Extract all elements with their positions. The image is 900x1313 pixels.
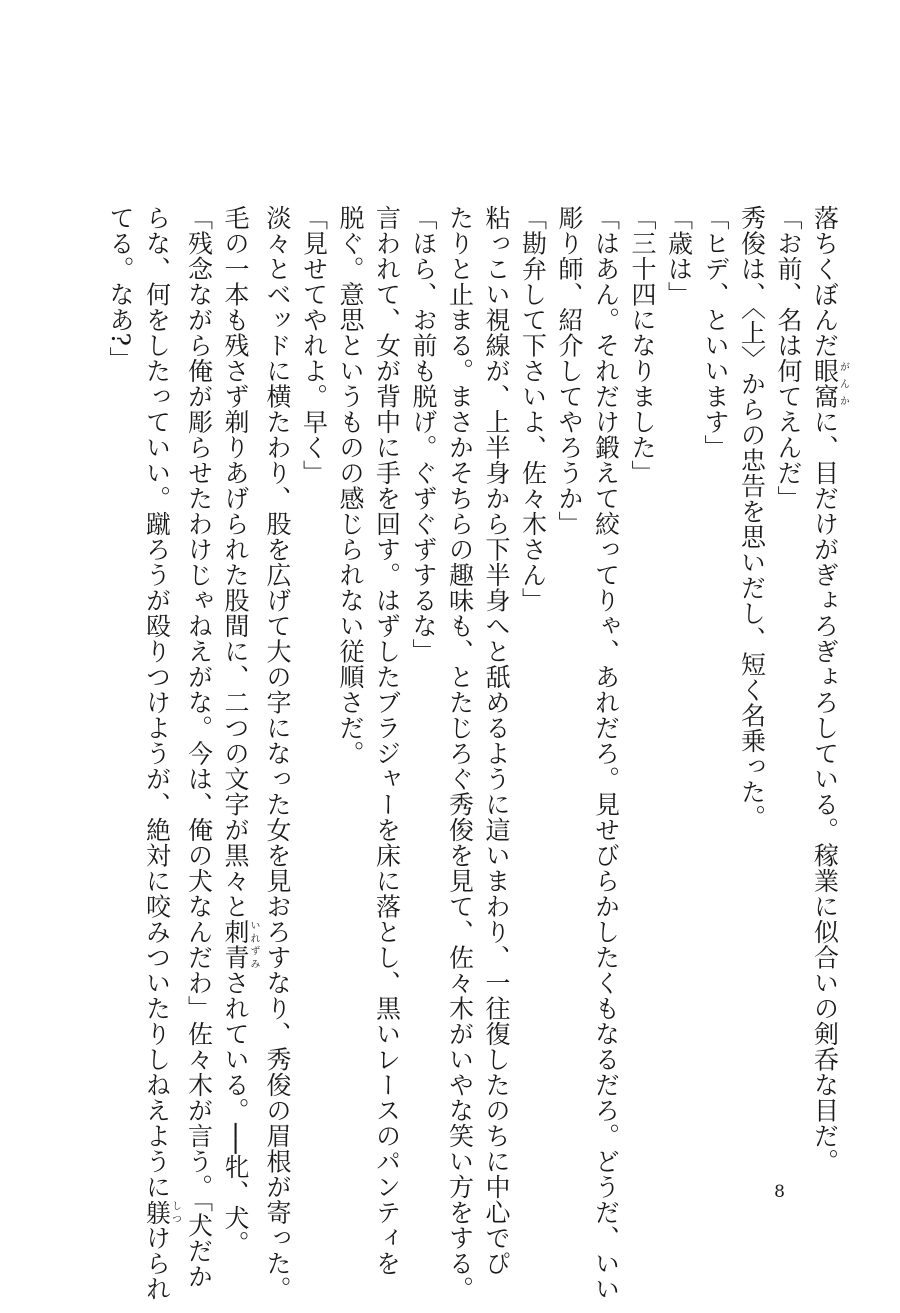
text-line-10: 粘っこい視線が、上半身から下半身へと舐めるように這いまわり、一往復したのちに中心でぴ	[482, 205, 511, 1276]
ruby-shitsu	[142, 1199, 181, 1226]
ruby-reading: しつ	[169, 1199, 181, 1225]
ruby-base: 躾	[142, 1199, 172, 1225]
ruby-base: 刺青	[221, 919, 250, 970]
text-line-5: 「歳は」	[664, 205, 694, 307]
text-line-7: 「はあん。それだけ鍛えて絞ってりゃ、あれだろ。見せびらかしたくもなるだろ。どうだ、いい	[591, 205, 621, 1302]
text-line-3: 秀俊は、〈上〉からの忠告を思いだし、短く名乗った。	[737, 205, 767, 830]
text-line-12: 「ほら、お前も脱げ。ぐずぐずするな」	[409, 205, 438, 664]
text-line-2: 「お前、名は何てえんだ」	[774, 205, 803, 511]
text-line-11: たりと止まる。まさかそちらの趣味も、とたじろぐ秀俊を見て、佐々木がいやな笑い方をする。	[445, 205, 475, 1302]
text-segment: されている。──牝、犬。	[221, 970, 250, 1257]
text-segment: 毛の一本も残さず剃りあげられた股間に、二つの文字が黒々と	[221, 205, 250, 919]
ruby-gankai	[810, 358, 849, 409]
text-line-1	[806, 205, 849, 1174]
text-line-17	[217, 205, 259, 1257]
body-text	[102, 205, 849, 1302]
ruby-reading: がんか	[837, 358, 849, 409]
text-segment: 落ちくぼんだ	[810, 205, 840, 358]
page-number: 8	[774, 1182, 785, 1202]
ruby-base: 眼窩	[810, 358, 840, 409]
text-line-14: 脱ぐ。意思というものの感じられない従順さだ。	[336, 205, 365, 766]
ruby-irezumi	[221, 919, 259, 970]
text-line-6: 「三十四になりました」	[628, 205, 657, 486]
text-segment: けられ	[142, 1225, 172, 1302]
text-segment: らな、何をしたっていい。蹴ろうが殴りつけようが、絶対に咬みついたりしねえように	[142, 205, 172, 1200]
text-line-9: 「勘弁して下さいよ、佐々木さん」	[518, 205, 548, 613]
text-segment: に、目だけがぎょろぎょろしている。稼業に似合いの剣呑な目だ。	[810, 409, 840, 1174]
text-line-8: 彫り師、紹介してやろうか」	[555, 205, 584, 537]
text-line-16: 淡々とベッドに横たわり、股を広げて大の字になった女を見おろすなり、秀俊の眉根が寄った。	[263, 205, 292, 1302]
text-line-13: 言われて、女が背中に手を回す。はずしたブラジャーを床に落とし、黒いレースのパンティを	[372, 205, 402, 1276]
text-line-19	[138, 205, 181, 1302]
ruby-reading: いれずみ	[248, 919, 259, 970]
text-line-15: 「見せてやれよ。早く」	[299, 205, 329, 486]
text-line-18: 「残念ながら俺が彫らせたわけじゃねえがな。今は、俺の犬なんだわ」佐々木が言う。「犬だか	[184, 205, 214, 1289]
text-line-4: 「ヒデ、といいます」	[701, 205, 730, 460]
text-line-20: てる。なあ?」	[106, 205, 135, 372]
